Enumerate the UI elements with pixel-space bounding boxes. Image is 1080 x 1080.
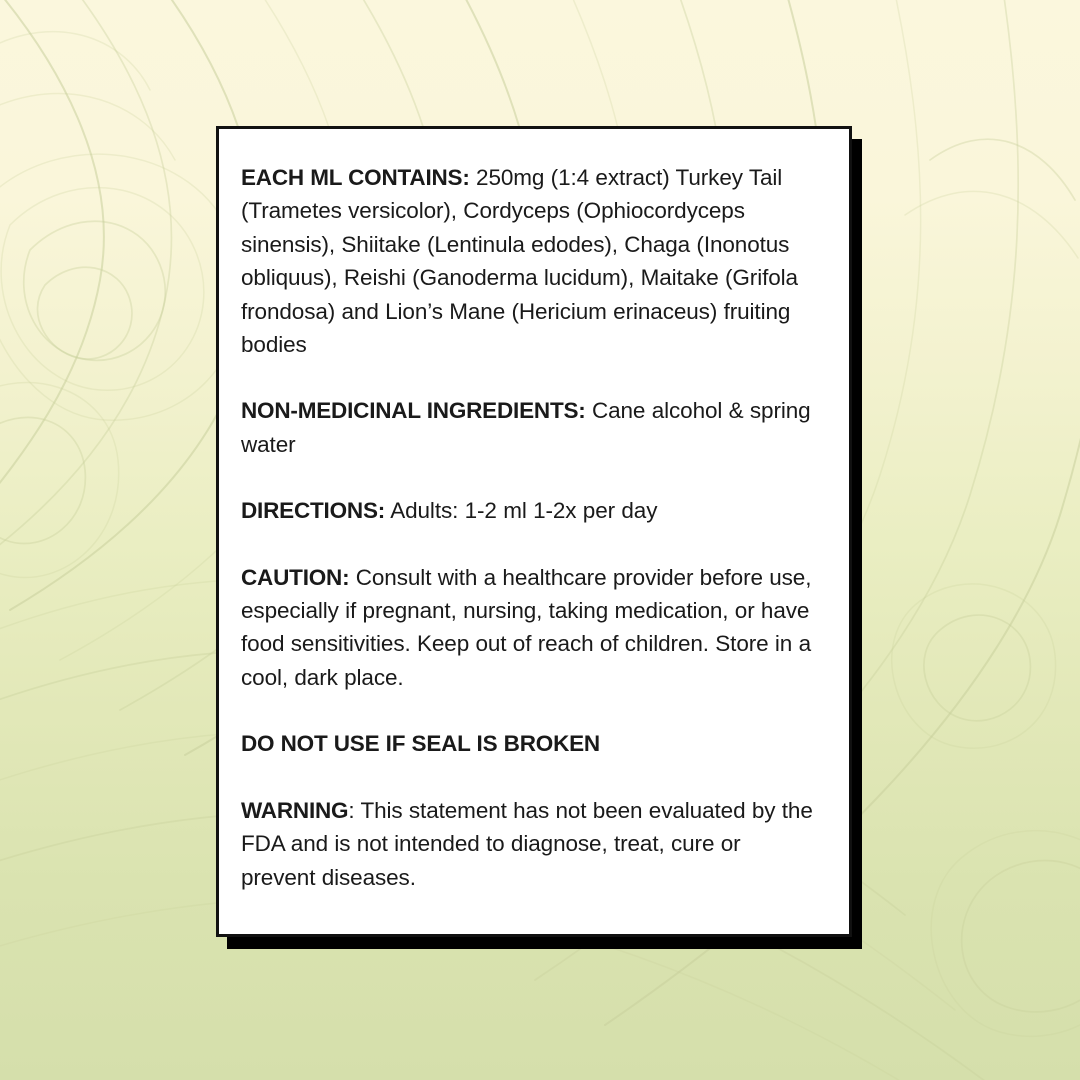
section-heading: WARNING bbox=[241, 797, 349, 823]
section-heading: EACH ML CONTAINS: bbox=[241, 165, 470, 190]
supplement-label-card bbox=[216, 126, 852, 937]
section-heading: DO NOT USE IF SEAL IS BROKEN bbox=[241, 731, 600, 757]
section-caution bbox=[241, 561, 819, 695]
section-heading: NON-MEDICINAL INGREDIENTS: bbox=[241, 398, 586, 424]
section-body: Cane alcohol & spring water bbox=[241, 398, 811, 457]
section-seal-warning bbox=[241, 727, 819, 760]
section-heading: CAUTION: bbox=[241, 564, 350, 590]
section-non-medicinal-ingredients bbox=[241, 394, 819, 461]
section-fda-warning bbox=[241, 794, 819, 894]
section-body: 250mg (1:4 extract) Turkey Tail (Trametes versicolor), Cordyceps (Ophiocordyceps sinensis), Shiitake (Lentinula edodes), Chaga (Inonotus obliquus), Reishi (Ganoderma lucidum), Maitake (Grifola frondosa) and Lion’s Mane (Hericium erinaceus) fruiting bodies bbox=[241, 165, 798, 358]
section-each-ml-contains bbox=[241, 161, 819, 361]
section-body: Consult with a healthcare provider before use, especially if pregnant, nursing, taking medication, or have food sensitivities. Keep out of reach of children. Store in a cool, dark place. bbox=[241, 564, 812, 690]
section-body: : This statement has not been evaluated by the FDA and is not intended to diagnose, treat, cure or prevent diseases. bbox=[241, 797, 813, 890]
section-heading: DIRECTIONS: bbox=[241, 498, 386, 524]
label-text-body bbox=[241, 161, 819, 894]
section-directions bbox=[241, 494, 819, 527]
section-body: Adults: 1-2 ml 1-2x per day bbox=[390, 498, 658, 524]
